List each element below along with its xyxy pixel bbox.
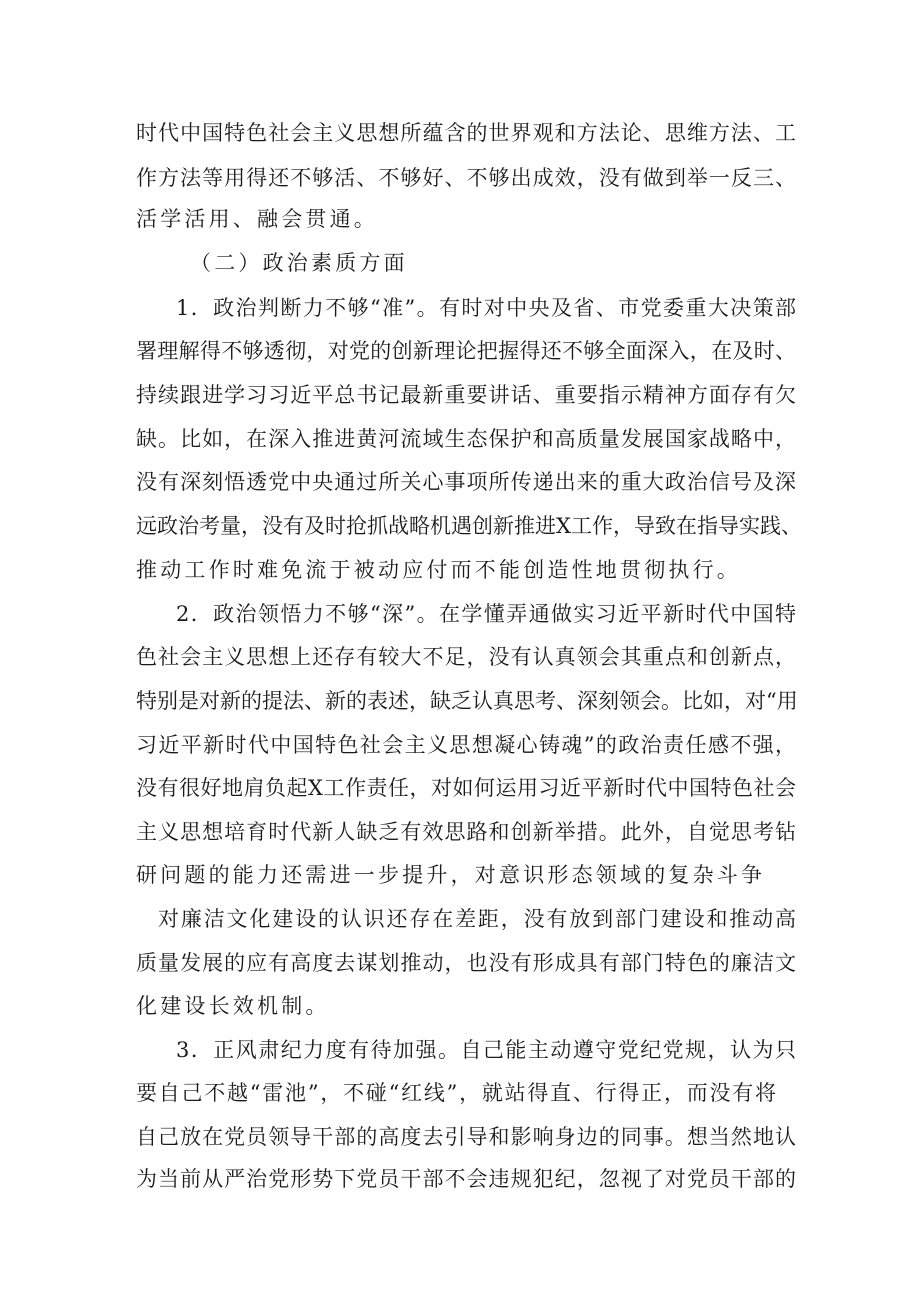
item-3-line: 自己放在党员领导干部的高度去引导和影响身边的同事。想当然地认 <box>136 1125 796 1149</box>
item-1-line: 远政治考量，没有及时抢抓战略机遇创新推进X工作，导致在指导实践、 <box>136 514 802 538</box>
item-1-line: 持续跟进学习习近平总书记最新重要讲话、重要指示精神方面存有欠 <box>136 383 796 407</box>
item-1-line: 没有深刻悟透党中央通过所关心事项所传递出来的重大政治信号及深 <box>136 470 796 494</box>
item-1-line: 1．政治判断力不够“准”。有时对中央及省、市党委重大决策部 <box>176 296 796 320</box>
paragraph-line: 质量发展的应有高度去谋划推动，也没有形成具有部门特色的廉洁文 <box>136 951 796 975</box>
item-2-line: 2．政治领悟力不够“深”。在学懂弄通做实习近平新时代中国特 <box>176 602 796 626</box>
item-3-line: 要自己不越“雷池”，不碰“红线”，就站得直、行得正，而没有将 <box>136 1081 776 1105</box>
item-1-line: 推动工作时难免流于被动应付而不能创造性地贯彻执行。 <box>136 558 741 582</box>
text-line: 活学活用、融会贯通。 <box>136 207 378 231</box>
item-1-line: 署理解得不够透彻，对党的创新理论把握得还不够全面深入，在及时、 <box>136 339 796 363</box>
item-2-line: 没有很好地肩负起X工作责任，对如何运用习近平新时代中国特色社会 <box>136 776 796 800</box>
item-2-line: 色社会主义思想上还存有较大不足，没有认真领会其重点和创新点， <box>136 645 796 669</box>
paragraph-line: 对廉洁文化建设的认识还存在差距，没有放到部门建设和推动高 <box>158 907 796 931</box>
item-3-line: 3．正风肃纪力度有待加强。自己能主动遵守党纪党规，认为只 <box>176 1038 796 1062</box>
text-line: 作方法等用得还不够活、不够好、不够出成效，没有做到举一反三、 <box>136 166 796 190</box>
section-heading: （二）政治素质方面 <box>190 251 408 275</box>
item-1-line: 缺。比如，在深入推进黄河流域生态保护和高质量发展国家战略中， <box>136 427 796 451</box>
item-2-line: 习近平新时代中国特色社会主义思想凝心铸魂”的政治责任感不强， <box>136 733 796 757</box>
item-2-line: 主义思想培育时代新人缺乏有效思路和创新举措。此外，自觉思考钻 <box>136 820 796 844</box>
text-line: 时代中国特色社会主义思想所蕴含的世界观和方法论、思维方法、工 <box>136 121 796 145</box>
item-2-line: 特别是对新的提法、新的表述，缺乏认真思考、深刻领会。比如，对“用 <box>136 689 798 713</box>
item-3-line: 为当前从严治党形势下党员干部不会违规犯纪，忽视了对党员干部的 <box>136 1167 796 1191</box>
paragraph-line: 化建设长效机制。 <box>136 994 330 1018</box>
item-2-line: 研问题的能力还需进一步提升，对意识形态领域的复杂斗争 <box>136 863 766 887</box>
